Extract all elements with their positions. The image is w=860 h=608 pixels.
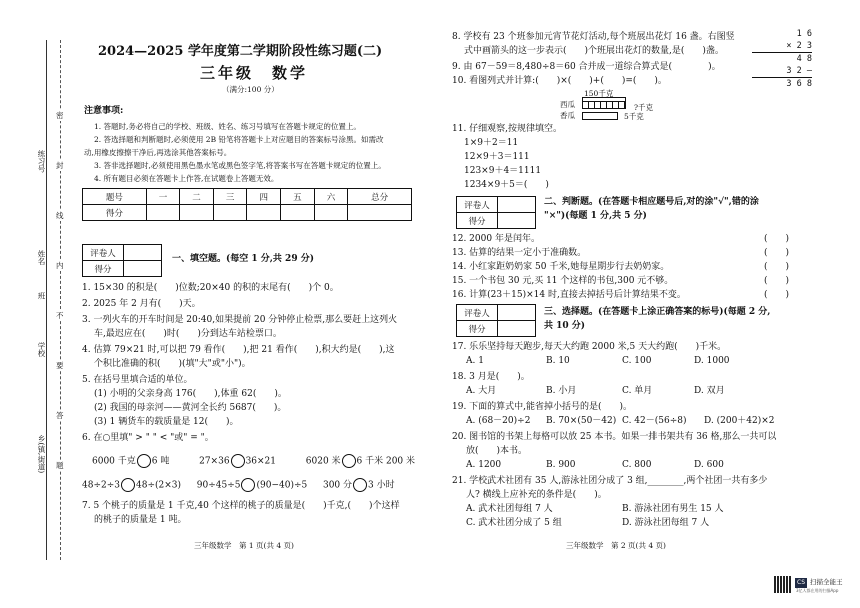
score-cell	[281, 205, 315, 221]
reviewer-box	[82, 244, 162, 277]
score-cell	[314, 205, 348, 221]
note-item: 动,用橡皮擦擦干净后,再选涂其他答案标号。	[84, 148, 232, 157]
reviewer-cell	[498, 197, 536, 213]
section-3-title-cont: 共 10 分)	[544, 321, 586, 331]
cs-logo-icon: CS	[797, 579, 805, 586]
option[interactable]: A. (68－20)÷2	[466, 416, 531, 426]
pattern-line: 123×9＋4＝1111	[464, 166, 542, 176]
calc-line: 4 8	[796, 54, 812, 64]
question-1: 1. 15×30 的积是( )位数;20×40 的积的末尾有( )个 0。	[82, 283, 339, 293]
seal-char: 题	[56, 461, 64, 470]
watermelon-bar	[582, 101, 626, 109]
section-3-title: 三、选择题。(在答题卡上涂正确答案的标号)(每题 2 分,	[544, 307, 771, 317]
vertical-calculation	[752, 28, 812, 90]
diagram-top-label: 150千克	[584, 89, 614, 98]
binding-margin	[30, 40, 70, 560]
question-10: 10. 看图列式并计算:( )×( )+( )=( )。	[452, 76, 667, 86]
binding-label-school: 学校	[37, 342, 46, 357]
judge-paren[interactable]: ( )	[764, 234, 790, 244]
reviewer-cell	[124, 261, 162, 277]
reviewer-label: 评卷人	[457, 197, 498, 213]
score-cell	[247, 205, 281, 221]
score-table-header: 一	[146, 189, 180, 205]
seal-char: 要	[56, 361, 64, 370]
score-cell	[348, 205, 412, 221]
compare-circle[interactable]	[342, 454, 356, 468]
score-table-header: 六	[314, 189, 348, 205]
score-cell	[213, 205, 247, 221]
reviewer-cell	[498, 213, 536, 229]
option[interactable]: D. 600	[694, 460, 724, 470]
score-table-header: 四	[247, 189, 281, 205]
score-label: 得分	[83, 261, 124, 277]
judge-paren[interactable]: ( )	[764, 276, 790, 286]
choice-20-cont: 放( )本书。	[466, 446, 528, 456]
compare-circle[interactable]	[353, 478, 367, 492]
question-8: 8. 学校有 23 个班参加元宵节花灯活动,每个班展出花灯 16 盏。右图竖	[452, 32, 735, 42]
note-item: 3. 答非选择题时,必须使用黑色墨水笔或黑色签字笔,将答案书写在答题卡规定的位置上。	[94, 161, 386, 170]
q6-item: (90−40)÷5	[256, 480, 308, 491]
option[interactable]: A. 1	[466, 356, 484, 366]
option[interactable]: A. 1200	[466, 460, 502, 470]
reviewer-label: 评卷人	[83, 245, 124, 261]
question-4: 4. 估算 79×21 时,可以把 79 看作( ),把 21 看作( ),积大约是( ),这	[82, 345, 395, 355]
watermark-subtitle: 3亿人都在用的扫描App	[796, 588, 839, 593]
judge-16: 16. 计算(23＋15)×14 时,直接去掉括号后计算结果不变。	[452, 290, 686, 300]
option[interactable]: B. 10	[546, 356, 570, 366]
grade-subject: 三年级 数学	[200, 64, 309, 82]
question-2: 2. 2025 年 2 月有( )天。	[82, 299, 201, 309]
question-3-cont: 车,最迟应在( )时( )分到达车站检票口。	[94, 329, 282, 339]
option[interactable]: C. 800	[622, 460, 652, 470]
diagram-label-melon: 香瓜	[560, 111, 575, 120]
q6-item: 3 小时	[368, 480, 395, 491]
question-3: 3. 一列火车的开车时间是 20:40,如果提前 20 分钟停止检票,那么要赶上这列火	[82, 315, 398, 325]
question-5-2: (2) 我国的母亲河——黄河全长约 5687( )。	[94, 403, 287, 413]
score-table-header: 五	[281, 189, 315, 205]
full-score: （满分:100 分）	[222, 85, 279, 94]
compare-circle[interactable]	[121, 478, 135, 492]
binding-label-student-no: 练习号	[37, 150, 46, 173]
option[interactable]: D. (200＋42)×2	[704, 416, 775, 426]
score-cell	[180, 205, 214, 221]
calc-line: × 2 3	[752, 40, 812, 53]
score-table-header: 二	[180, 189, 214, 205]
note-item: 2. 答选择题和判断题时,必须使用 2B 铅笔将答题卡上对应题目的答案标号涂黑。如需改	[94, 135, 384, 144]
q6-item: 300 分	[322, 480, 353, 491]
q6-item: 6 吨	[151, 456, 170, 467]
page-title: 2024—2025 学年度第二学期阶段性练习题(二)	[98, 44, 383, 59]
seal-char: 答	[56, 411, 64, 420]
binding-label-name: 姓名	[37, 250, 46, 265]
judge-14: 14. 小红家距奶奶家 50 千米,她每星期步行去奶奶家。	[452, 262, 670, 272]
watermark-title: 扫描全能王	[810, 578, 843, 586]
q6-item: 6000 千克	[92, 456, 136, 467]
q6-item: 48÷2÷3	[82, 480, 120, 491]
reviewer-cell	[498, 305, 536, 321]
notes-heading: 注意事项:	[84, 106, 124, 116]
pattern-line: 1×9＋2＝11	[464, 138, 519, 148]
seal-char: 内	[56, 261, 64, 270]
score-label: 得分	[457, 213, 498, 229]
section-2-title-cont: "×")(每题 1 分,共 5 分)	[544, 211, 647, 221]
question-9: 9. 由 67－59＝8,480÷8＝60 合并成一道综合算式是( )。	[452, 62, 721, 72]
calc-line: 1 6	[796, 29, 812, 39]
compare-circle[interactable]	[241, 478, 255, 492]
note-item: 4. 所有题目必须在答题卡上作答,在试题卷上答题无效。	[94, 174, 279, 183]
q6-item: 36×21	[245, 456, 277, 467]
option[interactable]: A. 武术社团每组 7 人	[466, 504, 553, 514]
judge-13: 13. 估算的结果一定小于准确数。	[452, 248, 587, 258]
bar-diagram	[560, 88, 720, 122]
judge-15: 15. 一个书包 30 元,买 11 个这样的书包,300 元不够。	[452, 276, 674, 286]
option[interactable]: C. 42－(56÷8)	[622, 416, 687, 426]
calc-line: 3 2 —	[752, 65, 812, 78]
question-5-3: (3) 1 辆货车的载质量是 12( )。	[94, 417, 239, 427]
choice-21: 21. 学校武术社团有 35 人,游泳社团分成了 3 组,________,两个社团一共有多少	[452, 476, 768, 486]
melon-bar	[582, 112, 618, 120]
judge-12: 12. 2000 年是闰年。	[452, 234, 540, 244]
binding-label-class: 班	[37, 292, 46, 300]
question-6-row-1	[92, 454, 415, 468]
judge-paren[interactable]: ( )	[764, 290, 790, 300]
pattern-line: 1234×9＋5＝( )	[464, 180, 549, 190]
score-table-header: 题号	[83, 189, 147, 205]
question-5: 5. 在括号里填合适的单位。	[82, 375, 193, 385]
judge-paren[interactable]: ( )	[764, 248, 790, 258]
reviewer-box	[456, 196, 536, 229]
note-item: 1. 答题时,务必将自己的学校、班级、姓名、练习号填写在答题卡规定的位置上。	[94, 122, 361, 131]
diagram-minus-label: 5千克	[624, 112, 644, 121]
calc-line: 3 6 8	[786, 79, 812, 89]
q6-item: 90÷45÷5	[196, 480, 241, 491]
choice-19: 19. 下面的算式中,能省掉小括号的是( )。	[452, 402, 633, 412]
score-table	[82, 188, 412, 221]
seal-char: 封	[56, 161, 64, 170]
question-6: 6. 在○里填" > " " < "或" = "。	[82, 433, 214, 443]
seal-char: 不	[56, 311, 64, 320]
reviewer-cell	[498, 321, 536, 337]
section-2-title: 二、判断题。(在答题卡相应题号后,对的涂"√",错的涂	[544, 197, 759, 207]
option[interactable]: C. 100	[622, 356, 652, 366]
question-6-row-2	[82, 478, 395, 492]
option[interactable]: B. 游泳社团有男生 15 人	[622, 504, 724, 514]
option[interactable]: C. 武术社团分成了 5 组	[466, 518, 562, 528]
option[interactable]: C. 单月	[622, 386, 653, 396]
option[interactable]: D. 1000	[694, 356, 730, 366]
diagram-question-label: ?千克	[634, 103, 654, 112]
question-11: 11. 仔细观察,按规律填空。	[452, 124, 563, 134]
footer-page-1: 三年级数学 第 1 页(共 4 页)	[194, 541, 294, 550]
option[interactable]: B. 70×(50－42)	[546, 416, 617, 426]
reviewer-box	[456, 304, 536, 337]
footer-page-2: 三年级数学 第 2 页(共 4 页)	[566, 541, 666, 550]
binding-line-outer	[46, 40, 47, 560]
option[interactable]: A. 大月	[466, 386, 497, 396]
qr-code-icon	[774, 576, 791, 593]
choice-20: 20. 图书馆的书架上每格可以放 25 本书。如果一排书架共有 36 格,那么一共可以	[452, 432, 777, 442]
diagram-label-watermelon: 西瓜	[560, 100, 575, 109]
pattern-line: 12×9＋3＝111	[464, 152, 530, 162]
option[interactable]: D. 双月	[694, 386, 725, 396]
question-7-cont: 的桃子的质量是 1 吨。	[94, 515, 187, 525]
reviewer-cell	[124, 245, 162, 261]
compare-circle[interactable]	[231, 454, 245, 468]
section-1-title: 一、填空题。(每空 1 分,共 29 分)	[172, 254, 314, 264]
score-cell	[146, 205, 180, 221]
question-8-cont: 式中画箭头的这一步表示( )个班展出花灯的数量,是( )盏。	[464, 46, 724, 56]
q6-item: 6 千米 200 米	[356, 456, 416, 467]
choice-18: 18. 3 月是( )。	[452, 372, 530, 382]
judge-paren[interactable]: ( )	[764, 262, 790, 272]
score-row-label: 得分	[83, 205, 147, 221]
question-7: 7. 5 个桃子的质量是 1 千克,40 个这样的桃子的质量是( )千克,( )个这样	[82, 501, 400, 511]
q6-item: 6020 米	[305, 456, 341, 467]
option[interactable]: D. 游泳社团每组 7 人	[622, 518, 710, 528]
score-table-header: 三	[213, 189, 247, 205]
choice-21-cont: 人? 横线上应补充的条件是( )。	[466, 490, 607, 500]
q6-item: 48÷(2×3)	[136, 480, 182, 491]
option[interactable]: B. 小月	[546, 386, 577, 396]
scanner-watermark	[774, 574, 854, 596]
score-table-header: 总分	[348, 189, 412, 205]
choice-17: 17. 乐乐坚持每天跑步,每天大约跑 2000 米,5 天大约跑( )千米。	[452, 342, 727, 352]
reviewer-label: 评卷人	[457, 305, 498, 321]
seal-char: 线	[56, 211, 64, 220]
seal-char: 密	[56, 111, 64, 120]
score-label: 得分	[457, 321, 498, 337]
question-4-cont: 个积比准确的积( )(填"大"或"小")。	[94, 359, 251, 369]
compare-circle[interactable]	[137, 454, 151, 468]
option[interactable]: B. 900	[546, 460, 576, 470]
q6-item: 27×36	[199, 456, 230, 467]
question-5-1: (1) 小明的父亲身高 176( ),体重 62( )。	[94, 389, 287, 399]
binding-label-town: 乡(镇,街道)	[37, 435, 46, 474]
